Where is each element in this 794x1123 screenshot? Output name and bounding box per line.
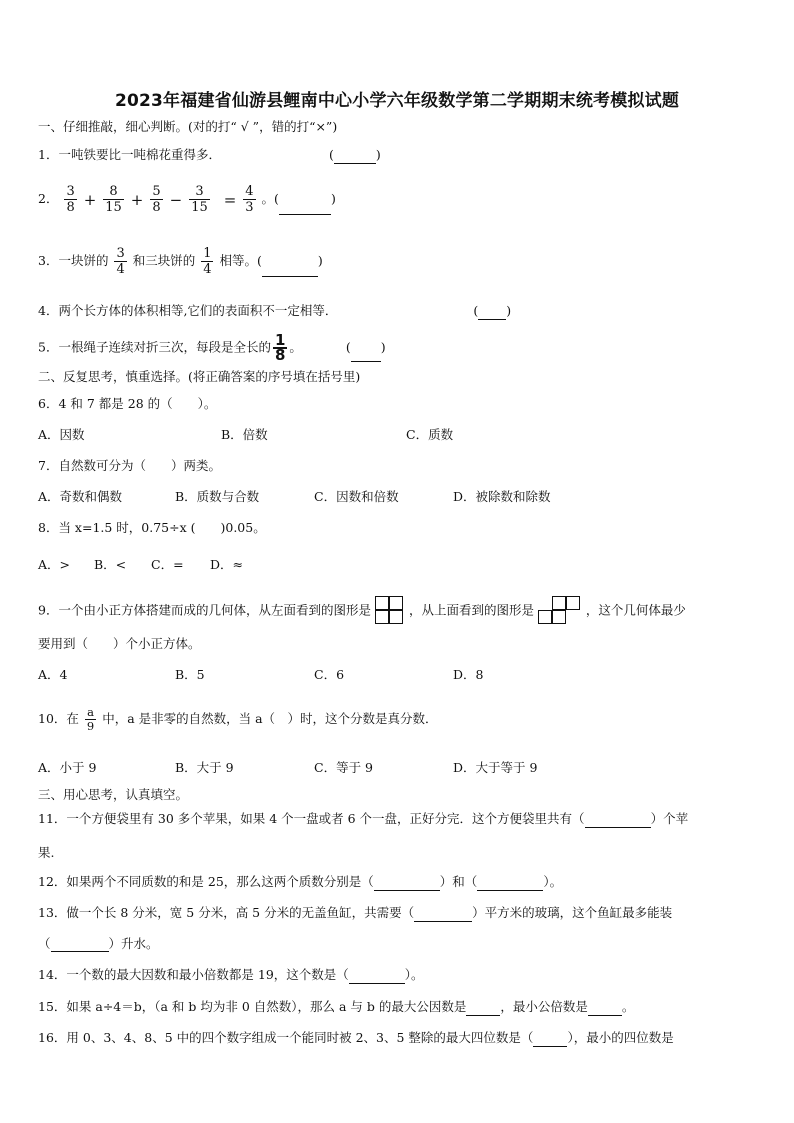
fraction: $\frac{1}{8}$ bbox=[274, 331, 286, 364]
option-c[interactable]: C．等于 9 bbox=[314, 760, 373, 775]
question-10-text: 10．在 bbox=[38, 711, 79, 726]
paren: （ bbox=[38, 936, 51, 951]
paren: 。( bbox=[261, 191, 279, 206]
question-15-text: 15．如果 a÷4＝b，（a 和 b 均为非 0 自然数），那么 a 与 b 的最大公因数是 bbox=[38, 999, 467, 1014]
question-14-text: 14．一个数的最大因数和最小倍数都是 19，这个数是（ bbox=[38, 967, 349, 982]
question-6: 6．4 和 7 都是 28 的（ ）。 bbox=[38, 396, 217, 411]
equals-sign: = bbox=[223, 190, 237, 209]
option-a[interactable]: A．因数 bbox=[38, 427, 85, 442]
option-c[interactable]: C．因数和倍数 bbox=[314, 489, 399, 504]
answer-blank[interactable] bbox=[51, 938, 109, 952]
question-15-text: 。 bbox=[621, 999, 635, 1014]
paren: ( bbox=[473, 303, 479, 318]
question-15-text: ，最小公倍数是 bbox=[500, 999, 588, 1014]
question-9 bbox=[38, 596, 686, 626]
paren: ) bbox=[375, 147, 381, 162]
question-13-line2 bbox=[38, 934, 159, 952]
fraction: $\frac{3}{4}$ bbox=[116, 246, 125, 277]
plus-sign: + bbox=[83, 190, 97, 209]
answer-blank[interactable] bbox=[478, 306, 506, 320]
question-11-text: ）个苹 bbox=[650, 811, 689, 826]
question-2-number: 2． bbox=[38, 191, 59, 206]
answer-blank[interactable] bbox=[477, 877, 543, 891]
question-12-text: ）和（ bbox=[439, 874, 478, 889]
question-15 bbox=[38, 998, 634, 1016]
question-11-line2: 果. bbox=[38, 845, 55, 860]
question-5-text: 5．一根绳子连续对折三次，每段是全长的 bbox=[38, 339, 271, 355]
paren: ) bbox=[317, 253, 323, 268]
section-heading-2: 二、反复思考，慎重选择。(将正确答案的序号填在括号里) bbox=[38, 369, 361, 384]
question-11 bbox=[38, 810, 688, 828]
paren: ) bbox=[330, 191, 336, 206]
section-heading-1: 一、仔细推敲，细心判断。(对的打“ √ ”，错的打“×”) bbox=[38, 119, 338, 134]
question-3-text: 和三块饼的 bbox=[132, 253, 196, 268]
answer-blank[interactable] bbox=[533, 1033, 567, 1047]
option-d[interactable]: D．8 bbox=[453, 667, 484, 682]
question-1 bbox=[38, 146, 381, 164]
fraction: $\frac{5}{8}$ bbox=[152, 184, 161, 215]
answer-blank[interactable] bbox=[414, 908, 472, 922]
section-heading-3: 三、用心思考，认真填空。 bbox=[38, 787, 189, 802]
answer-blank[interactable] bbox=[588, 1002, 622, 1016]
fraction: $\frac{3}{15}$ bbox=[191, 184, 208, 215]
question-16-text: ），最小的四位数是 bbox=[567, 1030, 674, 1045]
question-7: 7．自然数可分为（ ）两类。 bbox=[38, 458, 221, 473]
answer-blank[interactable] bbox=[262, 263, 318, 277]
question-9-line2: 要用到（ ）个小正方体。 bbox=[38, 636, 201, 651]
question-8: 8．当 x=1.5 时，0.75÷x ( )0.05。 bbox=[38, 520, 266, 535]
answer-blank[interactable] bbox=[279, 201, 331, 215]
option-a[interactable]: A．> bbox=[38, 557, 71, 572]
question-13 bbox=[38, 904, 672, 922]
question-10-text: 中，a 是非零的自然数，当 a（ ）时，这个分数是真分数． bbox=[102, 711, 438, 726]
question-1-text: 1．一吨铁要比一吨棉花重得多． bbox=[38, 147, 221, 162]
question-14 bbox=[38, 966, 424, 984]
answer-blank[interactable] bbox=[585, 814, 651, 828]
page-title: 2023年福建省仙游县鲤南中心小学六年级数学第二学期期末统考模拟试题 bbox=[114, 91, 680, 111]
question-3-text: 3．一块饼的 bbox=[38, 253, 109, 268]
question-9-text: ，从上面看到的图形是 bbox=[408, 602, 534, 618]
question-12 bbox=[38, 873, 562, 891]
option-a[interactable]: A．小于 9 bbox=[38, 760, 97, 775]
paren: ) bbox=[506, 303, 512, 318]
answer-blank[interactable] bbox=[374, 877, 440, 891]
option-a[interactable]: A．奇数和偶数 bbox=[38, 489, 123, 504]
option-b[interactable]: B．质数与合数 bbox=[175, 489, 260, 504]
question-13-text: 13．做一个长 8 分米，宽 5 分米，高 5 分米的无盖鱼缸，共需要（ bbox=[38, 905, 415, 920]
answer-blank[interactable] bbox=[349, 970, 405, 984]
question-13-text: ）升水。 bbox=[108, 936, 159, 951]
fraction: $\frac{3}{8}$ bbox=[66, 184, 75, 215]
question-16-text: 16．用 0、3、4、8、5 中的四个数字组成一个能同时被 2、3、5 整除的最大四位数是（ bbox=[38, 1030, 534, 1045]
answer-blank[interactable] bbox=[351, 348, 381, 362]
option-c[interactable]: C．质数 bbox=[406, 427, 454, 442]
option-b[interactable]: B．5 bbox=[175, 667, 205, 682]
question-2 bbox=[38, 184, 336, 215]
option-c[interactable]: C．6 bbox=[314, 667, 345, 682]
paren: ) bbox=[380, 339, 386, 355]
answer-blank[interactable] bbox=[334, 150, 376, 164]
question-5 bbox=[38, 331, 386, 364]
fraction: $\frac{1}{4}$ bbox=[203, 246, 212, 277]
option-c[interactable]: C．= bbox=[151, 557, 184, 572]
question-3 bbox=[38, 246, 323, 277]
question-3-text: 相等。( bbox=[219, 253, 262, 268]
left-view-figure bbox=[375, 596, 405, 626]
option-d[interactable]: D．被除数和除数 bbox=[453, 489, 551, 504]
plus-sign: + bbox=[130, 190, 144, 209]
question-13-text: ）平方米的玻璃，这个鱼缸最多能装 bbox=[472, 905, 673, 920]
question-16 bbox=[38, 1029, 674, 1047]
question-12-text: 12．如果两个不同质数的和是 25，那么这两个质数分别是（ bbox=[38, 874, 374, 889]
top-view-figure bbox=[538, 596, 582, 626]
question-9-text: ，这个几何体最少 bbox=[585, 602, 686, 618]
fraction: $\frac{8}{15}$ bbox=[105, 184, 122, 215]
question-14-text: ）。 bbox=[404, 967, 424, 982]
fraction: $\frac{4}{3}$ bbox=[245, 184, 254, 215]
paren: ( bbox=[345, 339, 351, 355]
question-12-text: ）。 bbox=[543, 874, 563, 889]
question-10 bbox=[38, 706, 438, 733]
question-5-text: 。 bbox=[289, 339, 302, 355]
question-4-text: 4．两个长方体的体积相等,它们的表面积不一定相等． bbox=[38, 303, 338, 318]
question-4 bbox=[38, 302, 511, 320]
option-b[interactable]: B．倍数 bbox=[221, 427, 268, 442]
fraction: $\frac{a}{9}$ bbox=[86, 705, 95, 733]
question-9-text: 9．一个由小正方体搭建而成的几何体，从左面看到的图形是 bbox=[38, 602, 371, 618]
paren: ( bbox=[328, 147, 334, 162]
option-b[interactable]: B．大于 9 bbox=[175, 760, 234, 775]
answer-blank[interactable] bbox=[466, 1002, 500, 1016]
question-11-text: 11．一个方便袋里有 30 多个苹果，如果 4 个一盘或者 6 个一盘，正好分完．这个方便袋里共有（ bbox=[38, 811, 585, 826]
option-b[interactable]: B．< bbox=[94, 557, 127, 572]
minus-sign: − bbox=[169, 190, 183, 209]
option-d[interactable]: D．≈ bbox=[210, 557, 243, 572]
option-d[interactable]: D．大于等于 9 bbox=[453, 760, 538, 775]
option-a[interactable]: A．4 bbox=[38, 667, 68, 682]
